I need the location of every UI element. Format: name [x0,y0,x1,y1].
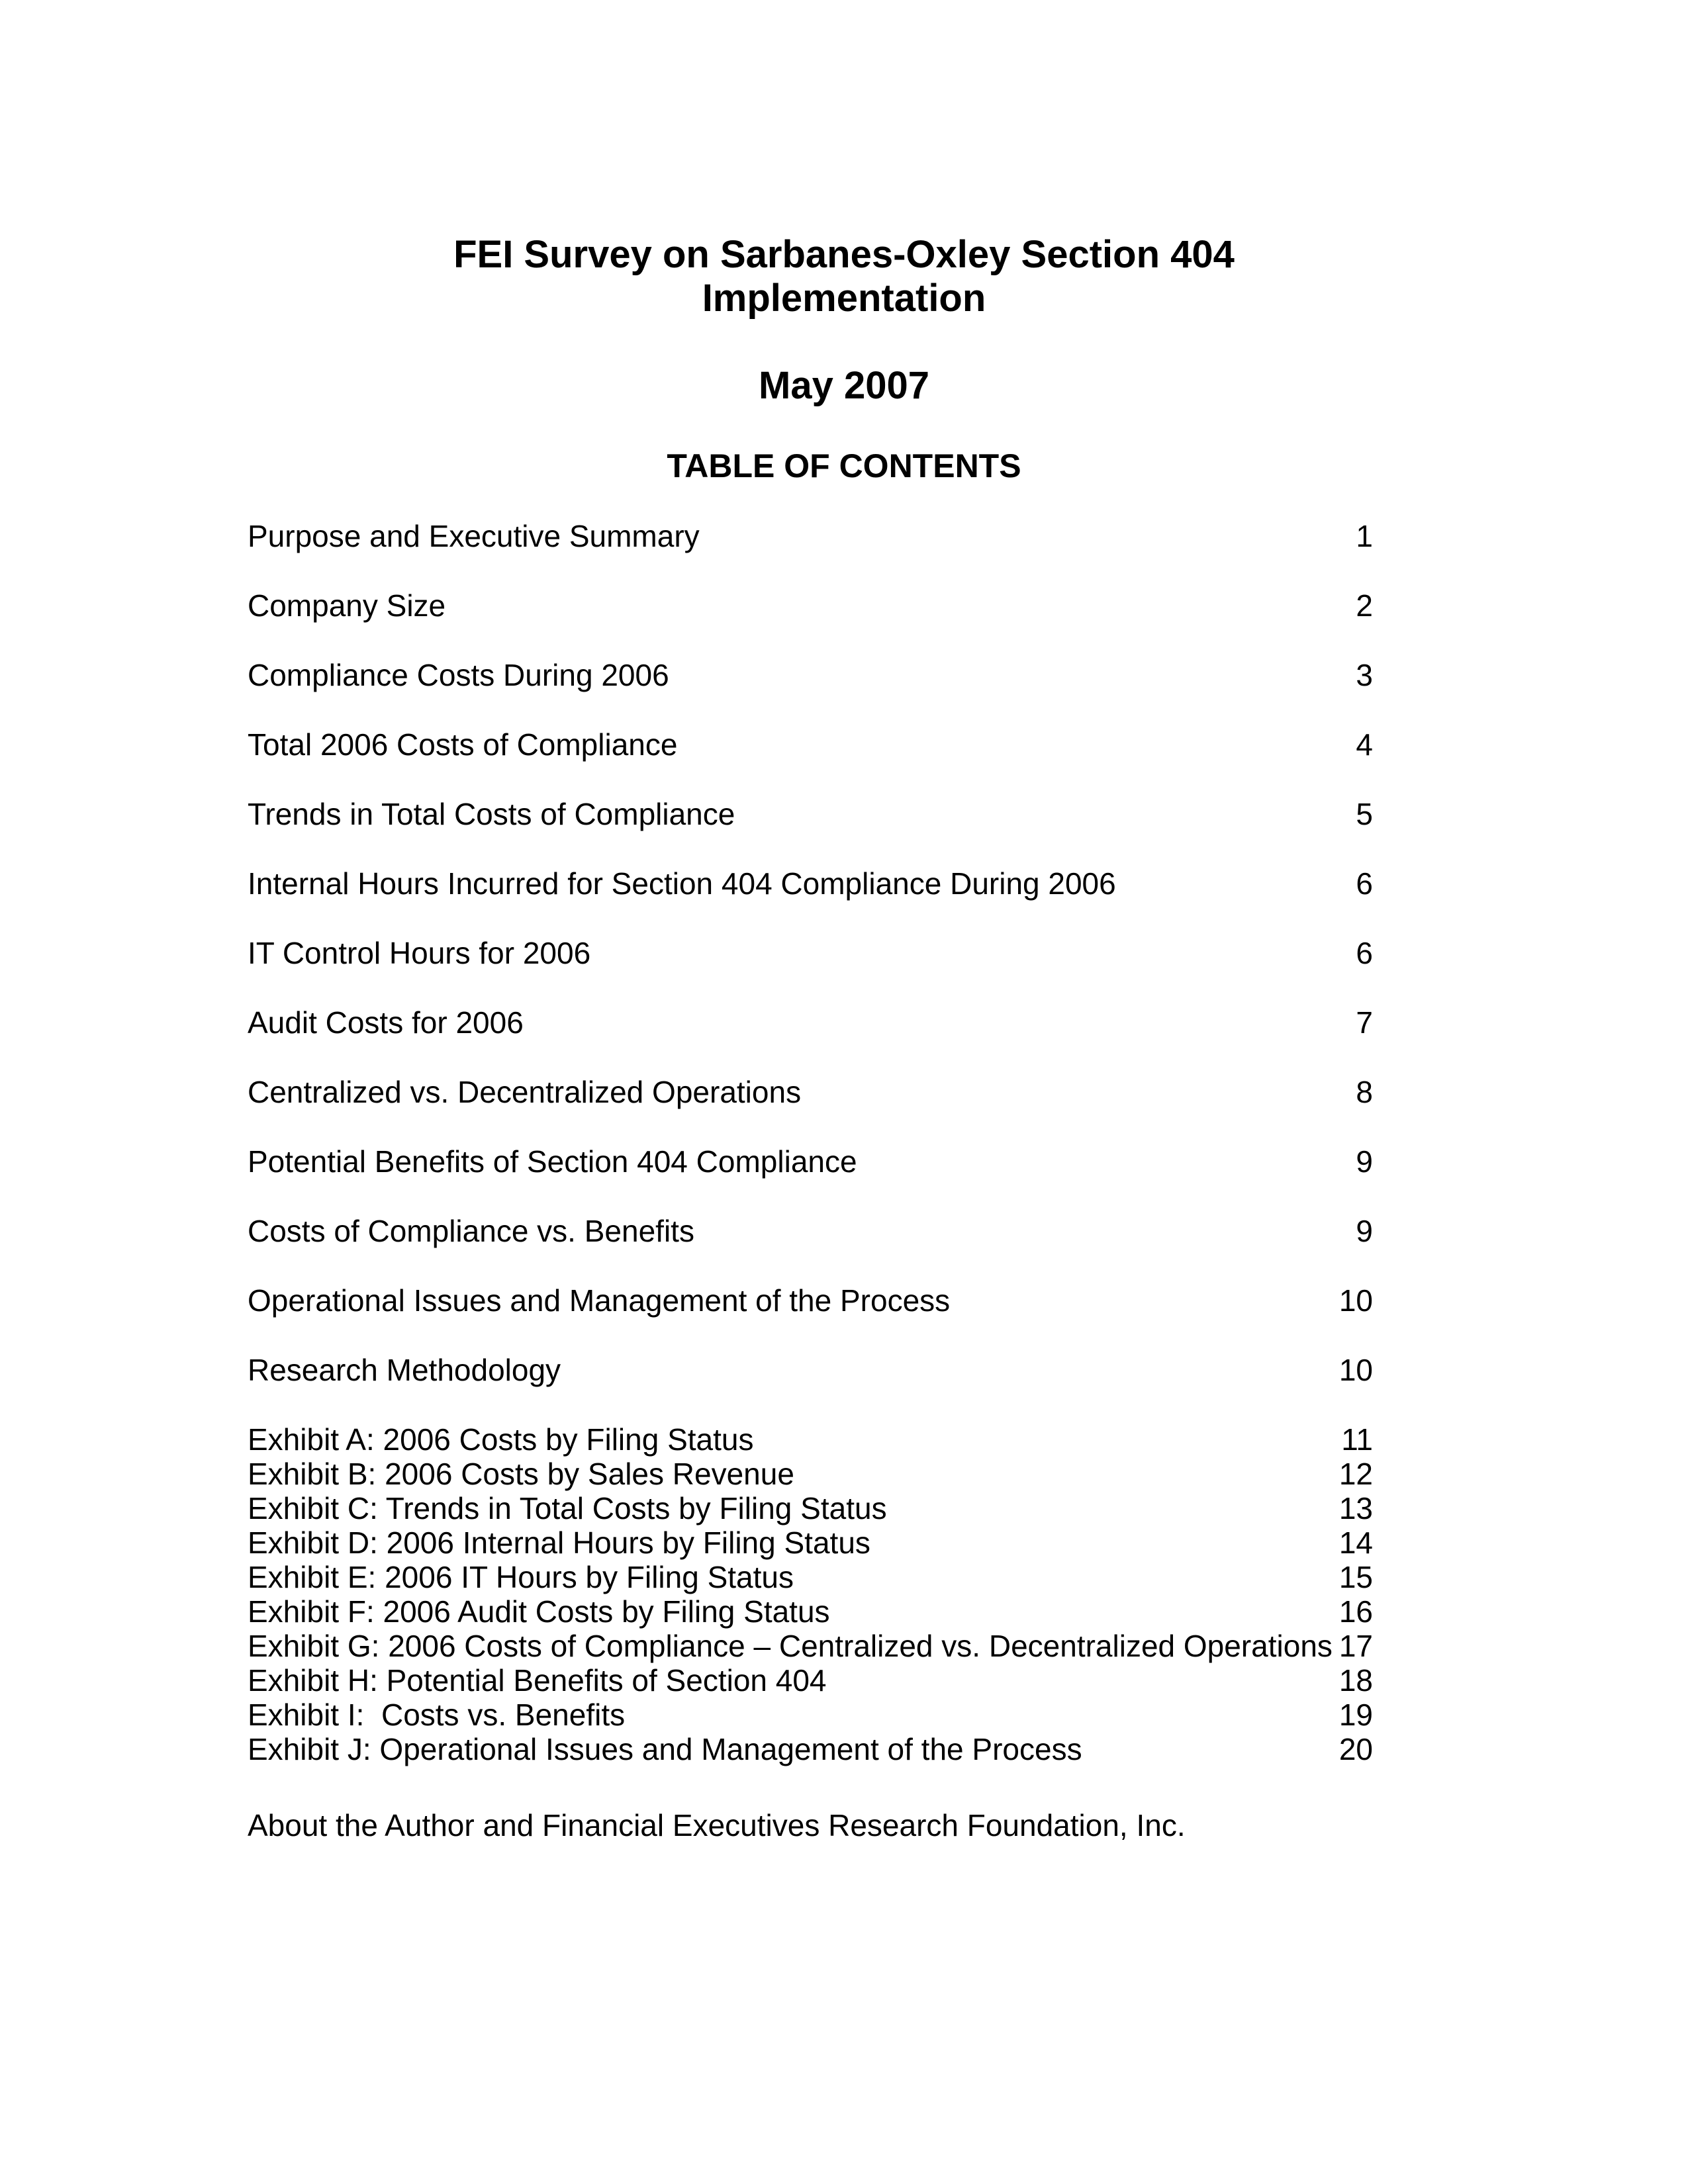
toc-exhibit-c[interactable] [248,1491,1373,1525]
exhibit-label: Exhibit C: Trends in Total Costs by Filing Status [248,1491,887,1525]
toc-exhibit-a[interactable] [248,1422,1373,1457]
toc-exhibit-i[interactable] [248,1698,1373,1732]
toc-entry-label: Centralized vs. Decentralized Operations [248,1075,802,1109]
toc-entry-label: Audit Costs for 2006 [248,1005,524,1040]
toc-entry-label: Compliance Costs During 2006 [248,658,669,692]
exhibit-label: Exhibit E: 2006 IT Hours by Filing Status [248,1560,794,1594]
exhibit-page: 20 [1338,1732,1373,1766]
toc-entry-costs-vs-benefits[interactable] [248,1211,1373,1251]
toc-entry-page: 5 [1356,797,1373,831]
toc-entry-label: Costs of Compliance vs. Benefits [248,1214,694,1248]
toc-entry-label: Operational Issues and Management of the Process [248,1283,951,1318]
toc-entry-operational-issues[interactable] [248,1281,1373,1320]
toc-heading: TABLE OF CONTENTS [667,447,1021,484]
toc-exhibit-h[interactable] [248,1663,1373,1698]
toc-entry-compliance-costs[interactable] [248,655,1373,695]
toc-entry-page: 10 [1338,1283,1373,1318]
toc-entry-page: 9 [1356,1214,1373,1248]
toc-entry-page: 10 [1338,1353,1373,1387]
toc-entry-page: 6 [1356,936,1373,970]
exhibit-page: 19 [1338,1698,1373,1732]
exhibit-label: Exhibit G: 2006 Costs of Compliance – Centralized vs. Decentralized Operations [248,1629,1333,1663]
toc-entry-internal-hours[interactable] [248,864,1373,903]
toc-entry-company-size[interactable] [248,586,1373,625]
toc-exhibit-f[interactable] [248,1594,1373,1629]
toc-entry-purpose[interactable] [248,516,1373,556]
toc-entry-label: Internal Hours Incurred for Section 404 Compliance During 2006 [248,866,1116,901]
toc-exhibit-d[interactable] [248,1525,1373,1560]
toc-entry-page: 1 [1356,519,1373,553]
toc-entry-audit-costs[interactable] [248,1003,1373,1042]
document-title-line-1: FEI Survey on Sarbanes-Oxley Section 404 [453,233,1235,276]
toc-entry-page: 9 [1356,1144,1373,1179]
exhibit-label: Exhibit A: 2006 Costs by Filing Status [248,1422,754,1457]
toc-entry-page: 2 [1356,588,1373,623]
exhibit-page: 14 [1338,1525,1373,1560]
toc-entry-label: Trends in Total Costs of Compliance [248,797,735,831]
exhibit-page: 18 [1338,1663,1373,1698]
exhibit-label: Exhibit I: Costs vs. Benefits [248,1698,626,1732]
toc-entry-label: Potential Benefits of Section 404 Compliance [248,1144,857,1179]
toc-entry-centralized[interactable] [248,1072,1373,1112]
toc-exhibit-g[interactable] [248,1629,1373,1663]
toc-entry-it-control-hours[interactable] [248,933,1373,973]
exhibit-page: 11 [1341,1422,1373,1457]
exhibit-label: Exhibit D: 2006 Internal Hours by Filing Status [248,1525,870,1560]
exhibit-label: Exhibit F: 2006 Audit Costs by Filing Status [248,1594,830,1629]
toc-entry-page: 6 [1356,866,1373,901]
toc-exhibit-j[interactable] [248,1732,1373,1766]
exhibit-page: 12 [1338,1457,1373,1491]
exhibit-page: 17 [1338,1629,1373,1663]
toc-entry-label: Total 2006 Costs of Compliance [248,727,678,762]
toc-entry-potential-benefits[interactable] [248,1142,1373,1181]
toc-entry-about-author[interactable]: About the Author and Financial Executives Research Foundation, Inc. [248,1808,1186,1843]
toc-entry-label: Research Methodology [248,1353,561,1387]
toc-entry-total-costs[interactable] [248,725,1373,764]
toc-entry-trends[interactable] [248,794,1373,834]
toc-entry-page: 4 [1356,727,1373,762]
toc-entry-label: Company Size [248,588,446,623]
toc-entry-page: 7 [1356,1005,1373,1040]
exhibit-label: Exhibit B: 2006 Costs by Sales Revenue [248,1457,794,1491]
toc-entry-page: 3 [1356,658,1373,692]
toc-entry-label: Purpose and Executive Summary [248,519,700,553]
exhibit-label: Exhibit J: Operational Issues and Management of the Process [248,1732,1082,1766]
toc-entry-page: 8 [1356,1075,1373,1109]
toc-entry-label: IT Control Hours for 2006 [248,936,591,970]
document-date: May 2007 [759,364,929,407]
toc-exhibit-b[interactable] [248,1457,1373,1491]
exhibit-page: 13 [1338,1491,1373,1525]
toc-exhibit-e[interactable] [248,1560,1373,1594]
exhibit-page: 15 [1338,1560,1373,1594]
document-title-line-2: Implementation [702,277,986,320]
exhibit-label: Exhibit H: Potential Benefits of Section 404 [248,1663,827,1698]
toc-entry-research-methodology[interactable] [248,1350,1373,1390]
exhibit-page: 16 [1338,1594,1373,1629]
